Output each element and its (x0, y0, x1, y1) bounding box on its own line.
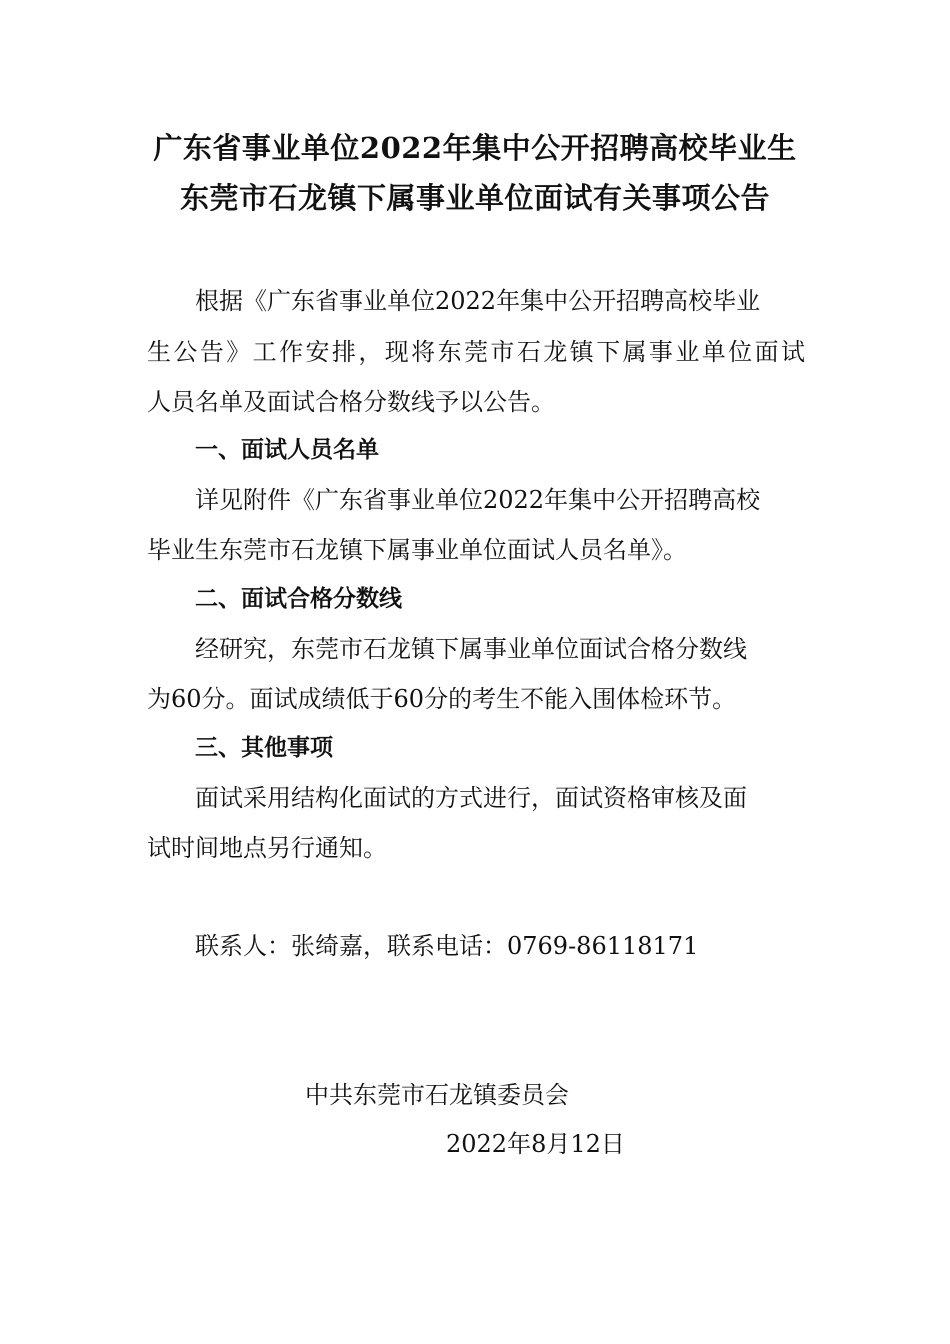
section-3-line-2: 试时间地点另行通知。 (147, 834, 387, 862)
section-1-line-2: 毕业生东莞市石龙镇下属事业单位面试人员名单》。 (147, 536, 687, 564)
section-2-line-2: 为60分。面试成绩低于60分的考生不能入围体检环节。 (147, 685, 737, 713)
intro-line-2: 生公告》工作安排，现将东莞市石龙镇下属事业单位面试 (147, 338, 805, 366)
section-2-heading: 二、面试合格分数线 (195, 586, 402, 612)
intro-line-1: 根据《广东省事业单位2022年集中公开招聘高校毕业 (195, 287, 761, 315)
section-3-line-1: 面试采用结构化面试的方式进行，面试资格审核及面 (195, 784, 747, 812)
contact-info: 联系人：张绮嘉，联系电话：0769-86118171 (195, 932, 699, 960)
section-1-line-1: 详见附件《广东省事业单位2022年集中公开招聘高校 (195, 486, 761, 514)
signature-date: 2022年8月12日 (446, 1130, 625, 1158)
document-title-line-2: 东莞市石龙镇下属事业单位面试有关事项公告 (179, 181, 770, 215)
section-1-heading: 一、面试人员名单 (195, 437, 379, 463)
document-title-line-1: 广东省事业单位2022年集中公开招聘高校毕业生 (153, 131, 797, 165)
intro-line-3: 人员名单及面试合格分数线予以公告。 (147, 388, 555, 416)
signature-org: 中共东莞市石龙镇委员会 (305, 1081, 569, 1109)
section-3-heading: 三、其他事项 (195, 735, 333, 761)
section-2-line-1: 经研究，东莞市石龙镇下属事业单位面试合格分数线 (195, 635, 747, 663)
